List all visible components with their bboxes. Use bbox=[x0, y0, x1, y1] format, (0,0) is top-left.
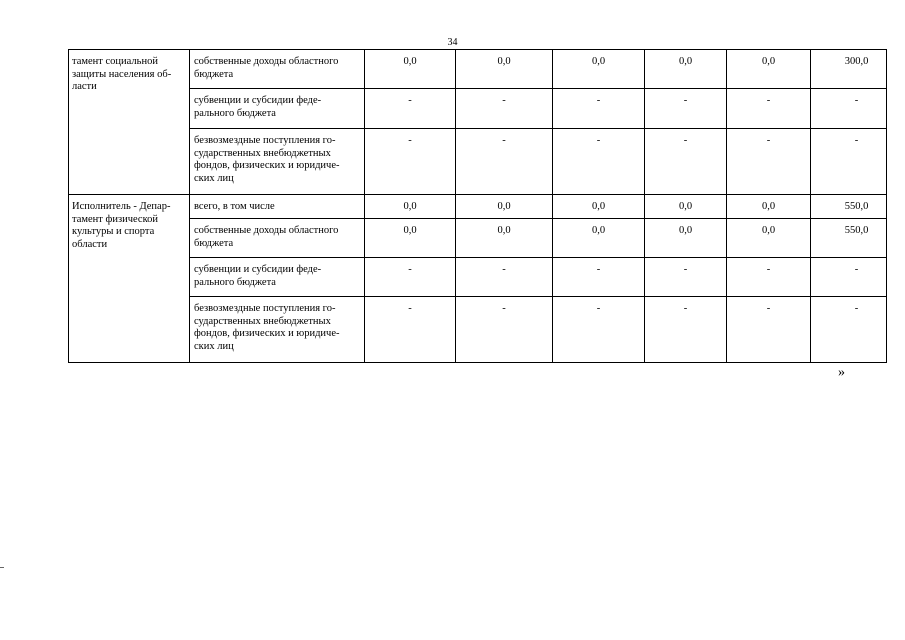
value-cell: 0,0 bbox=[727, 195, 811, 219]
table-row bbox=[69, 129, 887, 195]
value-cell: 550,0 bbox=[811, 219, 887, 258]
value-cell: - bbox=[645, 89, 727, 129]
value-cell: 0,0 bbox=[553, 219, 645, 258]
value-cell: - bbox=[811, 297, 887, 363]
value-cell: - bbox=[365, 129, 456, 195]
value-cell: - bbox=[456, 258, 553, 297]
value-cell: 0,0 bbox=[456, 195, 553, 219]
value-cell: - bbox=[727, 89, 811, 129]
funding-source-cell: безвозмездные поступления го-сударственных внебюджетных фондов, физических и юридиче-ских лиц bbox=[190, 129, 365, 195]
value-cell: 0,0 bbox=[645, 195, 727, 219]
funding-source-cell: всего, в том числе bbox=[190, 195, 365, 219]
value-cell: - bbox=[365, 258, 456, 297]
value-cell: 0,0 bbox=[365, 219, 456, 258]
value-cell: 0,0 bbox=[365, 50, 456, 89]
table-row bbox=[69, 50, 887, 89]
executor-cell: Исполнитель - Депар-тамент физической культуры и спорта области bbox=[69, 195, 190, 363]
value-cell: - bbox=[553, 258, 645, 297]
table-row bbox=[69, 195, 887, 219]
value-cell: - bbox=[553, 89, 645, 129]
value-cell: - bbox=[456, 297, 553, 363]
funding-source-cell: субвенции и субсидии феде-рального бюджета bbox=[190, 89, 365, 129]
table-row bbox=[69, 89, 887, 129]
table-row bbox=[69, 297, 887, 363]
value-cell: 0,0 bbox=[645, 219, 727, 258]
funding-source-cell: безвозмездные поступления го-сударственных внебюджетных фондов, физических и юридиче-ских лиц bbox=[190, 297, 365, 363]
value-cell: 0,0 bbox=[645, 50, 727, 89]
value-cell: - bbox=[645, 129, 727, 195]
funding-source-cell: собственные доходы областного бюджета bbox=[190, 219, 365, 258]
value-cell: - bbox=[811, 129, 887, 195]
funding-source-cell: субвенции и субсидии феде-рального бюджета bbox=[190, 258, 365, 297]
value-cell: - bbox=[365, 89, 456, 129]
value-cell: 0,0 bbox=[456, 219, 553, 258]
funding-table bbox=[68, 49, 887, 363]
value-cell: - bbox=[645, 258, 727, 297]
value-cell: 550,0 bbox=[811, 195, 887, 219]
value-cell: - bbox=[365, 297, 456, 363]
value-cell: - bbox=[456, 89, 553, 129]
value-cell: 0,0 bbox=[727, 219, 811, 258]
value-cell: - bbox=[645, 297, 727, 363]
page-number: 34 bbox=[447, 37, 458, 48]
value-cell: - bbox=[553, 297, 645, 363]
value-cell: 0,0 bbox=[365, 195, 456, 219]
value-cell: - bbox=[553, 129, 645, 195]
value-cell: 300,0 bbox=[811, 50, 887, 89]
value-cell: - bbox=[456, 129, 553, 195]
value-cell: - bbox=[727, 297, 811, 363]
value-cell: - bbox=[727, 129, 811, 195]
value-cell: - bbox=[811, 258, 887, 297]
funding-source-cell: собственные доходы областного бюджета bbox=[190, 50, 365, 89]
value-cell: 0,0 bbox=[456, 50, 553, 89]
closing-quote-mark: » bbox=[838, 365, 845, 380]
value-cell: 0,0 bbox=[553, 50, 645, 89]
value-cell: - bbox=[811, 89, 887, 129]
value-cell: 0,0 bbox=[553, 195, 645, 219]
value-cell: - bbox=[727, 258, 811, 297]
executor-cell: тамент социальной защиты населения об-ласти bbox=[69, 50, 190, 195]
scan-edge-mark bbox=[0, 567, 4, 568]
value-cell: 0,0 bbox=[727, 50, 811, 89]
table-row bbox=[69, 258, 887, 297]
table-row bbox=[69, 219, 887, 258]
